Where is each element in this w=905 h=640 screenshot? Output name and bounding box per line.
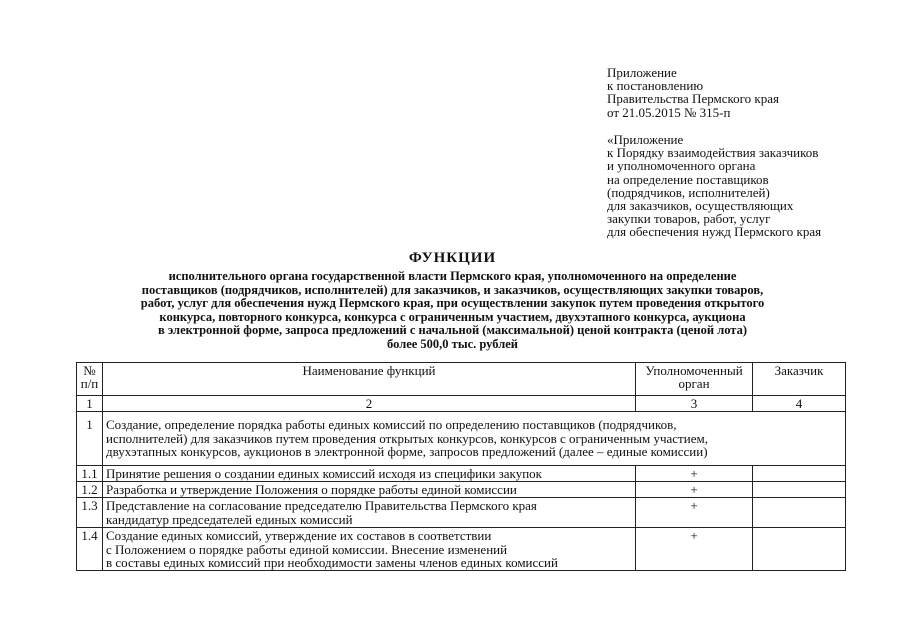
row-org-mark: +	[636, 498, 753, 528]
appendix-line: и уполномоченного органа	[607, 158, 756, 174]
header-org-line: орган	[678, 376, 710, 392]
row-number: 1.1	[77, 465, 103, 481]
document-subtitle	[90, 270, 815, 352]
row-text	[103, 465, 636, 481]
row-org-mark: +	[636, 482, 753, 498]
row-customer-mark	[753, 465, 846, 481]
header-number-line: №	[83, 363, 96, 378]
table-row	[77, 528, 846, 571]
section-text	[103, 412, 846, 465]
row-text	[103, 528, 636, 571]
header-function-name: Наименование функций	[103, 363, 636, 396]
row-text-line: Представление на согласование председателю Правительства Пермского края	[106, 498, 537, 514]
appendix-line: от 21.05.2015 № 315-п	[607, 104, 731, 120]
appendix-line: для обеспечения нужд Пермского края	[607, 224, 822, 240]
row-customer-mark	[753, 482, 846, 498]
table-row	[77, 482, 846, 498]
row-text-line: Создание единых комиссий, утверждение их составов в соответствии	[106, 528, 492, 544]
header-number	[77, 363, 103, 396]
appendix-line: Правительства Пермского края	[607, 91, 779, 107]
row-text-line: Принятие решения о создании единых комиссий исходя из специфики закупок	[106, 465, 542, 481]
table-section-row	[77, 412, 846, 465]
row-org-mark: +	[636, 528, 753, 571]
appendix-header	[607, 66, 779, 119]
functions-table	[76, 362, 846, 571]
table-row	[77, 498, 846, 528]
index-cell: 3	[636, 396, 753, 412]
row-number: 1.4	[77, 528, 103, 571]
document-title: ФУНКЦИИ	[408, 250, 497, 266]
subtitle-line: в электронной форме, запроса предложений с начальной (максимальной) ценой контракта (ценой лота)	[158, 323, 747, 338]
appendix-line: (подрядчиков, исполнителей)	[607, 184, 770, 200]
inner-appendix-header	[607, 133, 821, 239]
header-number-line: п/п	[80, 376, 99, 392]
row-text-line: кандидатур председателей единых комиссий	[106, 511, 353, 527]
header-customer: Заказчик	[753, 363, 846, 396]
appendix-line: на определение поставщиков	[607, 171, 769, 187]
index-cell: 1	[77, 396, 103, 412]
header-authorized-body	[636, 363, 753, 396]
section-text-line: Создание, определение порядка работы единых комиссий по определению поставщиков (подрядчиков,	[106, 417, 677, 433]
index-cell: 2	[103, 396, 636, 412]
row-org-mark: +	[636, 465, 753, 481]
appendix-line: Приложение	[607, 65, 677, 80]
section-text-line: двухэтапных конкурсов, аукционов в электронной форме, запросов предложений (далее – единые комиссии)	[106, 444, 708, 460]
appendix-line: к Порядку взаимодействия заказчиков	[607, 145, 819, 161]
subtitle-line: конкурса, повторного конкурса, конкурса с ограниченным участием, двухэтапного конкурса, аукциона	[159, 309, 746, 324]
row-text	[103, 498, 636, 528]
table-header-row	[77, 363, 846, 396]
row-text-line: в составы единых комиссий при необходимости замены членов единых комиссий	[106, 555, 558, 571]
subtitle-line: исполнительного органа государственной власти Пермского края, уполномоченного на определение	[168, 269, 737, 283]
row-customer-mark	[753, 528, 846, 571]
appendix-line: закупки товаров, работ, услуг	[607, 211, 771, 227]
row-text-line: Разработка и утверждение Положения о порядке работы единой комиссии	[106, 482, 517, 498]
subtitle-line: более 500,0 тыс. рублей	[387, 336, 518, 351]
table-index-row	[77, 396, 846, 412]
section-number: 1	[77, 412, 103, 465]
index-cell: 4	[753, 396, 846, 412]
row-text-line: с Положением о порядке работы единой комиссии. Внесение изменений	[106, 541, 508, 557]
header-org-line: Уполномоченный	[645, 363, 743, 378]
row-text	[103, 482, 636, 498]
appendix-line: к постановлению	[607, 78, 704, 94]
row-number: 1.2	[77, 482, 103, 498]
row-number: 1.3	[77, 498, 103, 528]
section-text-line: исполнителей) для заказчиков путем проведения открытых конкурсов, конкурсов с ограниченным участием,	[106, 430, 708, 446]
table-row	[77, 465, 846, 481]
subtitle-line: поставщиков (подрядчиков, исполнителей) для заказчиков, и заказчиков, осуществляющих закупки товаров,	[141, 282, 764, 297]
appendix-line: для заказчиков, осуществляющих	[607, 198, 794, 214]
subtitle-line: работ, услуг для обеспечения нужд Пермского края, при осуществлении закупок путем проведения открытого	[140, 296, 765, 311]
appendix-line: «Приложение	[607, 132, 684, 147]
row-customer-mark	[753, 498, 846, 528]
